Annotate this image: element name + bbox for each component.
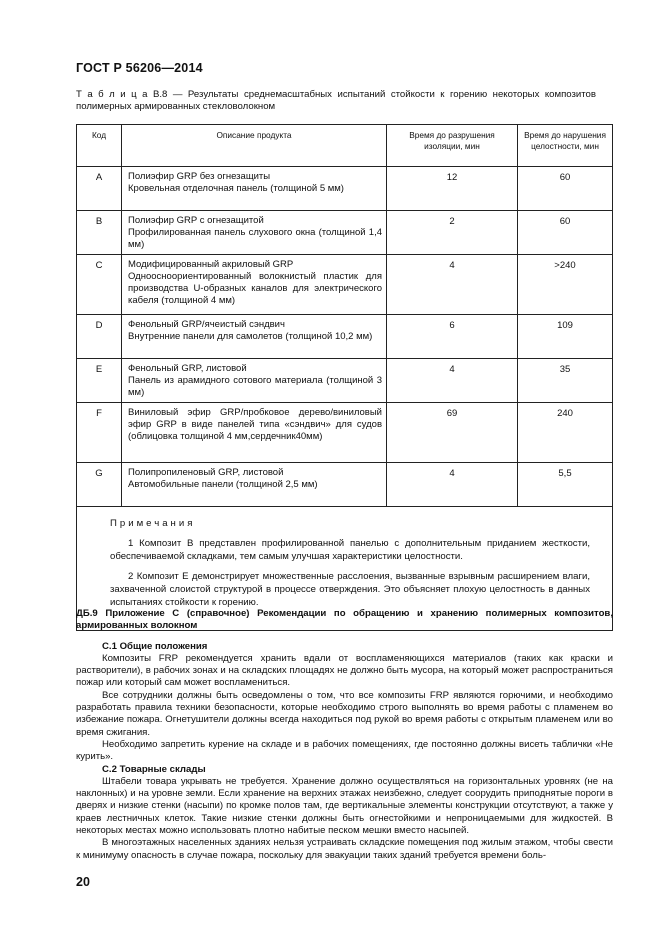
note-2: 2 Композит E демонстрирует множественные расслоения, вызванные взрывным расширением влаги, захваченной слоистой структурой в процессе отверждения. Это объясняет плохую целостность в данных испытаниях стойкости к горению. [110,571,590,608]
paragraph: Штабели товара укрывать не требуется. Хранение должно осуществляться на горизонтальных уровнях (не на наклонных) и на уровне земли. Если хранение на верхних этажах неизбежно, следует соорудить приподнятые пороги в дверях и низкие стенки (насыпи) по кромке полов там, где вертикальные элементы конструкции отсутствуют, а также у краев лестничных клеток. Такие низкие стенки должны быть огнестойкими и непроницаемыми для жидкостей. В некоторых местах можно использовать плотно набитые песком мешки вместо насыпей. [76,775,613,837]
row-insulation: 6 [387,315,518,359]
desc-line: Полиэфир GRP без огнезащиты [128,171,271,182]
table-caption: Т а б л и ц а В.8 — Результаты среднемасштабных испытаний стойкости к горению некоторых композитов полимерных армированных стекловолокном [76,89,596,112]
paragraph: Все сотрудники должны быть осведомлены о том, что все композиты FRP являются горючими, и необходимо разработать правила техники безопасности, которые необходимо строго выполнять во время работы с пламенем во избежание пожара. Огнетушители должны всегда находиться под рукой во время работы с открытым пламенем или во время сжигания. [76,689,613,738]
row-integrity: 35 [518,359,613,403]
page-number: 20 [76,875,90,889]
row-description [122,359,387,403]
table-row [77,359,613,403]
row-integrity: 60 [518,167,613,211]
row-description [122,463,387,507]
row-code: G [77,463,122,507]
row-insulation: 4 [387,255,518,315]
desc-line: Виниловый эфир GRP/пробковое дерево/виниловый эфир GRP в виде панелей типа «сэндвич» для судов (облицовка толщиной 4 мм,сердечник40мм) [128,407,382,442]
row-description [122,315,387,359]
desc-line: Профилированная панель слухового окна (толщиной 1,4 мм) [128,227,382,250]
notes-title: Примечания [110,518,196,529]
row-integrity: >240 [518,255,613,315]
subsection-title-c1: С.1 Общие положения [102,640,208,652]
desc-line: Автомобильные панели (толщиной 2,5 мм) [128,479,318,490]
document-header: ГОСТ Р 56206—2014 [76,61,203,75]
row-integrity: 240 [518,403,613,463]
header-description: Описание продукта [122,125,387,167]
section-title: ДБ.9 Приложение С (справочное) Рекомендации по обращению и хранению полимерных композитов, армированных волокном [76,608,613,632]
desc-line: Фенольный GRP, листовой [128,363,247,374]
desc-line: Модифицированный акриловый GRP [128,259,294,270]
appendix-body [76,608,613,862]
paragraph: В многоэтажных населенных зданиях нельзя устраивать складские помещения под жилым этажом, чтобы свести к минимуму опасность в случае пожара, поскольку для эвакуации таких зданий требуется времени боль- [76,837,613,861]
row-description [122,167,387,211]
table-row [77,167,613,211]
desc-line: Одноосноориентированный волокнистый пластик для производства U-образных каналов для электрического кабеля (толщиной 4 мм) [128,271,382,306]
table-row [77,463,613,507]
row-integrity: 5,5 [518,463,613,507]
row-insulation: 4 [387,359,518,403]
desc-line: Полипропиленовый GRP, листовой [128,467,284,478]
row-code: A [77,167,122,211]
row-code: F [77,403,122,463]
row-code: B [77,211,122,255]
row-description [122,211,387,255]
note-1: 1 Композит B представлен профилированной панелью с дополнительным приданием жесткости, обеспечиваемой складками, тем самым улучшая характеристики целостности. [110,538,590,562]
row-description [122,403,387,463]
paragraph: Композиты FRP рекомендуется хранить вдали от воспламеняющихся материалов (таких как краски и растворители), в рабочих зонах и на складских площадях не должно быть мусора, на который может распространиться пожар или который сам может воспламениться. [76,652,613,689]
desc-line: Внутренние панели для самолетов (толщиной 10,2 мм) [128,331,373,342]
subsection-title-c2: С.2 Товарные склады [102,763,206,775]
table-row [77,255,613,315]
desc-line: Кровельная отделочная панель (толщиной 5 мм) [128,183,344,194]
desc-line: Фенольный GRP/ячеистый сэндвич [128,319,285,330]
row-code: E [77,359,122,403]
desc-line: Полиэфир GRP с огнезащитой [128,215,264,226]
table-row [77,403,613,463]
row-insulation: 4 [387,463,518,507]
row-code: C [77,255,122,315]
row-insulation: 2 [387,211,518,255]
row-insulation: 69 [387,403,518,463]
header-code: Код [77,125,122,167]
paragraph: Необходимо запретить курение на складе и в рабочих помещениях, где постоянно должны висеть таблички «Не курить». [76,738,613,763]
table-row [77,211,613,255]
header-integrity: Время до нарушения целостности, мин [518,125,613,167]
row-integrity: 109 [518,315,613,359]
header-insulation: Время до разрушения изоляции, мин [387,125,518,167]
row-integrity: 60 [518,211,613,255]
results-table [76,124,613,631]
row-description [122,255,387,315]
row-insulation: 12 [387,167,518,211]
table-row [77,315,613,359]
desc-line: Панель из арамидного сотового материала (толщиной 3 мм) [128,375,382,398]
row-code: D [77,315,122,359]
table-header-row [77,125,613,167]
